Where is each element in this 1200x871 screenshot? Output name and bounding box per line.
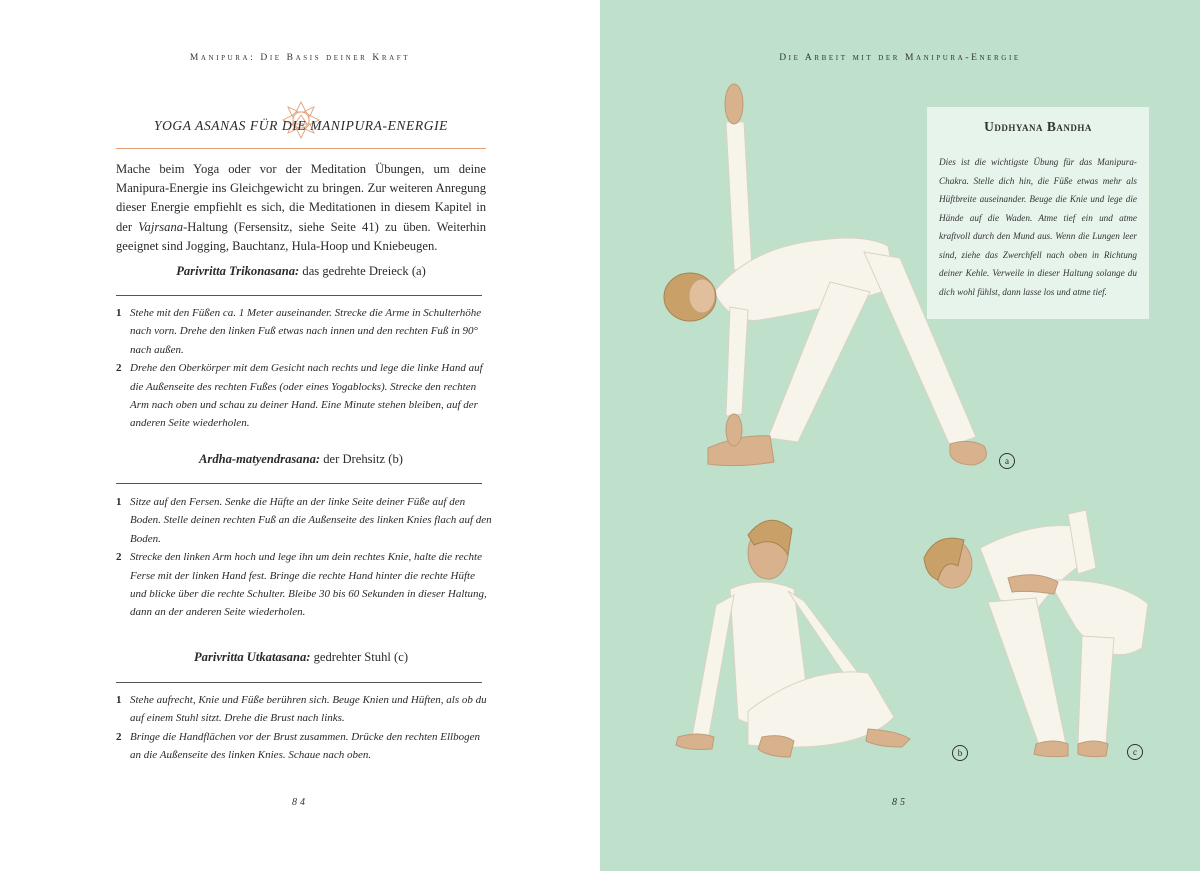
section-title: YOGA ASANAS FÜR DIE MANIPURA-ENERGIE [153,118,449,133]
step-item: 1 Sitze auf den Fersen. Senke die Hüfte an der linke Seite deiner Füße auf den Boden. Stelle deinen rechten Fuß an die Außenseite des linken Knies flach auf den Boden. [116,496,492,545]
divider [116,682,482,683]
step-list-c [112,691,492,765]
figure-label-c: c [1127,744,1143,760]
title-underline [116,148,486,149]
pose-figure-c [918,508,1158,763]
exercise-heading-a: Parivritta Trikonasana: das gedrehte Dreieck (a) [176,264,426,278]
figure-label-a: a [999,453,1015,469]
step-list-a [112,304,492,433]
running-head-right: Die Arbeit mit der Manipura-Energie [779,53,1021,63]
step-item: 2 Drehe den Oberkörper mit dem Gesicht nach rechts und lege die linke Hand auf die Außenseite des rechten Fußes (oder eines Yogablocks). Strecke den rechten Arm nach oben und schau zu deiner Hand. Eine Minute stehen bleiben, auf der anderen Seite wiederholen. [116,362,483,430]
step-item: 1 Stehe mit den Füßen ca. 1 Meter auseinander. Strecke die Arme in Schulterhöhe nach vorn. Drehe den linken Fuß etwas nach innen und den rechten Fuß in 90° nach außen. [116,307,482,356]
right-page [600,0,1200,871]
pose-figure-b [658,505,948,765]
step-item: 2 Strecke den linken Arm hoch und lege ihn um dein rechtes Knie, halte die rechte Ferse mit der linken Hand fest. Bringe die rechte Hand hinter die rechte Hüfte und blicke über die rechte Schulter. Bleibe 30 bis 60 Sekunden in dieser Haltung, dann an der anderen Seite wiederholen. [116,551,487,619]
figure-label-b: b [952,745,968,761]
exercise-heading-c: Parivritta Utkatasana: gedrehter Stuhl (c) [193,650,409,664]
intro-paragraph: Mache beim Yoga oder vor der Meditation Übungen, um deine Manipura-Energie ins Gleichgewicht zu bringen. Zur weiteren Anregung dieser Energie empfiehlt es sich, die Meditationen in diesem Kapitel in der Vajrsana-Haltung (Fersensitz, siehe Seite 41) zu üben. Weiterhin geeignet sind Jogging, Bauchtanz, Hula-Hoop und Kniebeugen. [116,162,486,253]
step-item: 2 Bringe die Handflächen vor der Brust zusammen. Drücke den rechten Ellbogen an die Außenseite des linken Knies. Schaue nach oben. [116,730,480,762]
step-item: 1 Stehe aufrecht, Knie und Füße berühren sich. Beuge Knien und Hüften, als ob du auf einem Stuhl sitzt. Drehe die Brust nach links. [116,694,487,725]
divider [116,295,482,296]
uddhyana-bandha-box [927,107,1149,319]
divider [116,483,482,484]
page-number-left: 84 [292,797,308,808]
exercise-heading-b: Ardha-matyendrasana: der Drehsitz (b) [199,452,403,466]
running-head-left: Manipura: Die Basis deiner Kraft [189,53,411,63]
box-title: Uddhyana Bandha [984,119,1092,134]
step-list-b [112,493,492,622]
page-number-right: 85 [892,797,908,808]
intro-term: Vajrsana [138,219,184,234]
box-text: Dies ist die wichtigste Übung für das Manipura-Chakra. Stelle dich hin, die Füße etwas mehr als Hüftbreite auseinander. Beuge die Knie und lege die Hände auf die Waden. Atme tief ein und atme kraftvoll durch den Mund aus. Wenn die Lungen leer sind, ziehe das Zwerchfell nach oben in Richtung deiner Kehle. Verweile in dieser Haltung solange du dich wohl fühlst, dann lasse los und atme tief. [939,157,1137,297]
